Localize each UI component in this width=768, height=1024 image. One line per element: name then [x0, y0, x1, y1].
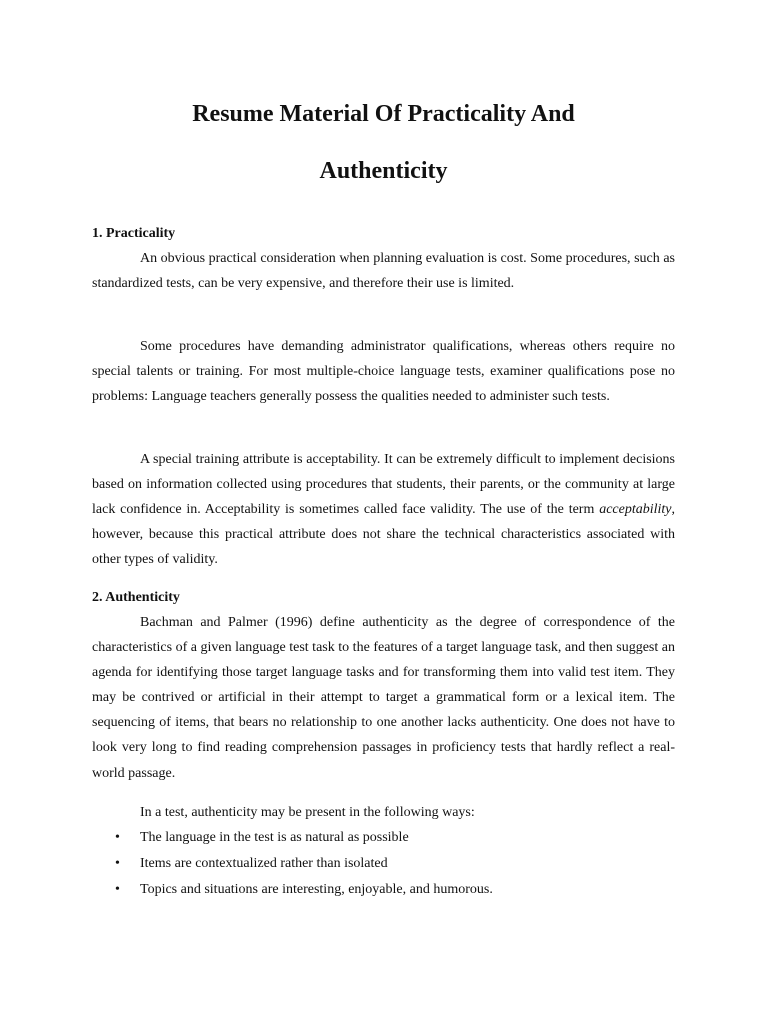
paragraph-bachman-palmer: Bachman and Palmer (1996) define authenticity as the degree of correspondence of the characteristics of a given language test task to the features of a target language task, and then suggest an agenda for identifying those target language tasks and for transforming them into valid test item. They may be contrived or artificial in their attempt to target a grammatical form or a lexical item. The sequencing of items, that bears no relationship to one another lacks authenticity. One does not have to look very long to find reading comprehension passages in proficiency tests that hardly reflect a real-world passage. — [92, 615, 675, 781]
paragraph-acceptability — [92, 447, 675, 572]
section-heading-authenticity: 2. Authenticity — [92, 590, 180, 605]
list-item — [92, 851, 493, 877]
title-line-2: Authenticity — [319, 158, 448, 184]
acceptability-text-b: , however, because this practical attribute does not share the technical characteristics associated with other types of validity. — [92, 502, 675, 568]
bullet-icon: • — [115, 830, 120, 845]
paragraph-cost: An obvious practical consideration when planning evaluation is cost. Some procedures, such as standardized tests, can be very expensive, and therefore their use is limited. — [92, 251, 675, 292]
list-item-text: Topics and situations are interesting, enjoyable, and humorous. — [140, 882, 493, 898]
document-title — [92, 86, 675, 200]
section-heading-practicality: 1. Practicality — [92, 226, 176, 241]
list-intro: In a test, authenticity may be present in the following ways: — [140, 805, 475, 820]
list-item — [92, 825, 493, 851]
acceptability-term: acceptability — [599, 502, 672, 518]
bullet-icon: • — [115, 856, 120, 872]
authenticity-list — [92, 825, 493, 904]
paragraph-qualifications: Some procedures have demanding administrator qualifications, whereas others require no special talents or training. For most multiple-choice language tests, examiner qualifications pose no problems: Language teachers generally possess the qualities needed to administer such tests. — [92, 339, 675, 405]
title-line-1: Resume Material Of Practicality And — [192, 101, 575, 127]
bullet-icon: • — [115, 882, 120, 898]
list-item-text: The language in the test is as natural as possible — [140, 830, 409, 845]
acceptability-text-a: A special training attribute is acceptability. It can be extremely difficult to implement decisions based on information collected using procedures that students, their parents, or the community at large lack confidence in. Acceptability is sometimes called face validity. The use of the term — [92, 452, 675, 518]
list-item — [92, 877, 493, 903]
list-item-text: Items are contextualized rather than isolated — [140, 856, 388, 872]
